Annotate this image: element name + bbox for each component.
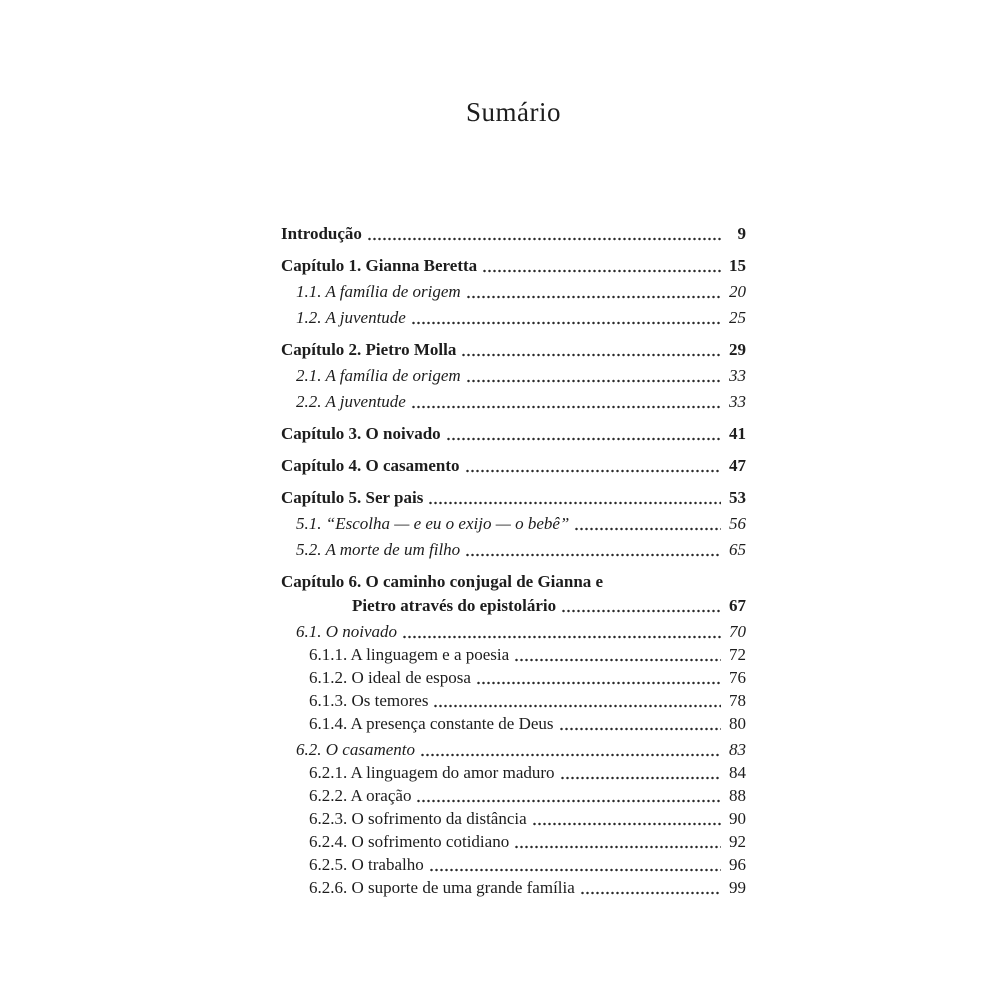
toc-entry-text: Introdução	[281, 224, 362, 243]
dot-leader	[514, 658, 721, 662]
toc-entry-page: 80	[729, 714, 746, 733]
dot-leader	[532, 822, 721, 826]
toc-entry-page: 9	[737, 224, 746, 243]
dot-leader	[465, 469, 722, 473]
toc-entry-page: 72	[729, 645, 746, 664]
dot-leader	[402, 635, 721, 639]
toc-entry-6-2-2	[281, 784, 746, 807]
toc-entry-text: 6.1. O noivado	[296, 622, 398, 641]
dot-leader	[433, 704, 721, 708]
toc-entry-capitulo-6-line1	[281, 570, 746, 593]
toc-entry-page: 67	[729, 596, 746, 615]
dot-leader	[411, 321, 721, 325]
toc-entry-6-1	[281, 620, 746, 643]
toc-entry-6-1-3	[281, 689, 746, 712]
dot-leader	[561, 609, 721, 613]
toc-entry-text: 2.1. A família de origem	[296, 366, 461, 385]
toc-entry-text: 6.2.3. O sofrimento da distância	[309, 809, 527, 828]
toc-entry-page: 78	[729, 691, 746, 710]
toc-entry-text: Capítulo 5. Ser pais	[281, 488, 424, 507]
dot-leader	[514, 845, 721, 849]
book-page	[281, 96, 746, 899]
dot-leader	[580, 891, 721, 895]
toc-entry-text: 6.2.2. A oração	[309, 786, 412, 805]
toc-entry-text: 1.1. A família de origem	[296, 282, 461, 301]
toc-entry-page: 33	[729, 366, 746, 385]
toc-entry-6-2-6	[281, 876, 746, 899]
toc-entry-page: 92	[729, 832, 746, 851]
toc-entry-page: 47	[729, 456, 746, 475]
toc-entry-6-1-2	[281, 666, 746, 689]
toc-entry-page: 84	[729, 763, 746, 782]
dot-leader	[429, 868, 721, 872]
toc-entry-6-2-3	[281, 807, 746, 830]
toc-entry-2-2	[281, 390, 746, 413]
dot-leader	[465, 553, 721, 557]
dot-leader	[446, 437, 721, 441]
toc-entry-page: 70	[729, 622, 746, 641]
toc-entry-6-1-1	[281, 643, 746, 666]
toc-entry-text: 5.1. “Escolha — e eu o exijo — o bebê”	[296, 514, 570, 533]
toc-entry-text: 6.2.4. O sofrimento cotidiano	[309, 832, 510, 851]
toc-entry-capitulo-4	[281, 454, 746, 477]
dot-leader	[428, 501, 721, 505]
toc-entry-capitulo-2	[281, 338, 746, 361]
toc-entry-text: 6.1.2. O ideal de esposa	[309, 668, 471, 687]
dot-leader	[476, 681, 721, 685]
dot-leader	[466, 379, 721, 383]
toc-entry-text: Capítulo 6. O caminho conjugal de Gianna e	[281, 572, 604, 591]
toc-entry-capitulo-6-line2	[281, 594, 746, 617]
toc-entry-text: 6.1.1. A linguagem e a poesia	[309, 645, 510, 664]
toc-entry-6-2-4	[281, 830, 746, 853]
toc-entry-page: 15	[729, 256, 746, 275]
toc-entry-page: 76	[729, 668, 746, 687]
toc-entry-text: 5.2. A morte de um filho	[296, 540, 461, 559]
dot-leader	[420, 753, 721, 757]
toc-entry-text: 6.2.5. O trabalho	[309, 855, 424, 874]
toc-entry-page: 20	[729, 282, 746, 301]
toc-entry-text: Capítulo 2. Pietro Molla	[281, 340, 457, 359]
toc-entry-page: 33	[729, 392, 746, 411]
toc-entry-page: 90	[729, 809, 746, 828]
toc-entry-text: 6.1.4. A presença constante de Deus	[309, 714, 554, 733]
toc-entry-1-1	[281, 280, 746, 303]
toc-entry-text: 2.2. A juventude	[296, 392, 406, 411]
toc-entry-2-1	[281, 364, 746, 387]
toc-entry-text: 6.2.6. O suporte de uma grande família	[309, 878, 575, 897]
toc-entry-text: 6.2.1. A linguagem do amor maduro	[309, 763, 555, 782]
toc-entry-introducao	[281, 222, 746, 245]
dot-leader	[560, 776, 721, 780]
table-of-contents	[281, 222, 746, 899]
toc-entry-text: Pietro através do epistolário	[352, 596, 557, 615]
toc-entry-page: 41	[729, 424, 746, 443]
toc-entry-text: 1.2. A juventude	[296, 308, 406, 327]
toc-entry-text: 6.2. O casamento	[296, 740, 415, 759]
toc-entry-capitulo-3	[281, 422, 746, 445]
toc-entry-page: 96	[729, 855, 746, 874]
toc-entry-page: 25	[729, 308, 746, 327]
toc-entry-page: 83	[729, 740, 746, 759]
toc-entry-capitulo-5	[281, 486, 746, 509]
dot-leader	[367, 237, 721, 241]
toc-entry-page: 65	[729, 540, 746, 559]
toc-entry-text: Capítulo 4. O casamento	[281, 456, 460, 475]
toc-entry-page: 29	[729, 340, 746, 359]
dot-leader	[482, 269, 721, 273]
dot-leader	[416, 799, 721, 803]
toc-entry-6-2-5	[281, 853, 746, 876]
toc-entry-6-2-1	[281, 761, 746, 784]
toc-entry-1-2	[281, 306, 746, 329]
dot-leader	[461, 353, 721, 357]
toc-entry-text: 6.1.3. Os temores	[309, 691, 429, 710]
toc-entry-5-1	[281, 512, 746, 535]
toc-entry-page: 56	[729, 514, 746, 533]
toc-entry-text: Capítulo 3. O noivado	[281, 424, 441, 443]
toc-entry-page: 88	[729, 786, 746, 805]
page-title: Sumário	[466, 97, 561, 127]
toc-entry-5-2	[281, 538, 746, 561]
toc-entry-6-1-4	[281, 712, 746, 735]
toc-entry-page: 53	[729, 488, 746, 507]
dot-leader	[559, 727, 721, 731]
toc-entry-page: 99	[729, 878, 746, 897]
dot-leader	[574, 527, 721, 531]
toc-entry-text: Capítulo 1. Gianna Beretta	[281, 256, 478, 275]
dot-leader	[466, 295, 721, 299]
toc-entry-capitulo-1	[281, 254, 746, 277]
toc-entry-6-2	[281, 738, 746, 761]
dot-leader	[411, 405, 721, 409]
